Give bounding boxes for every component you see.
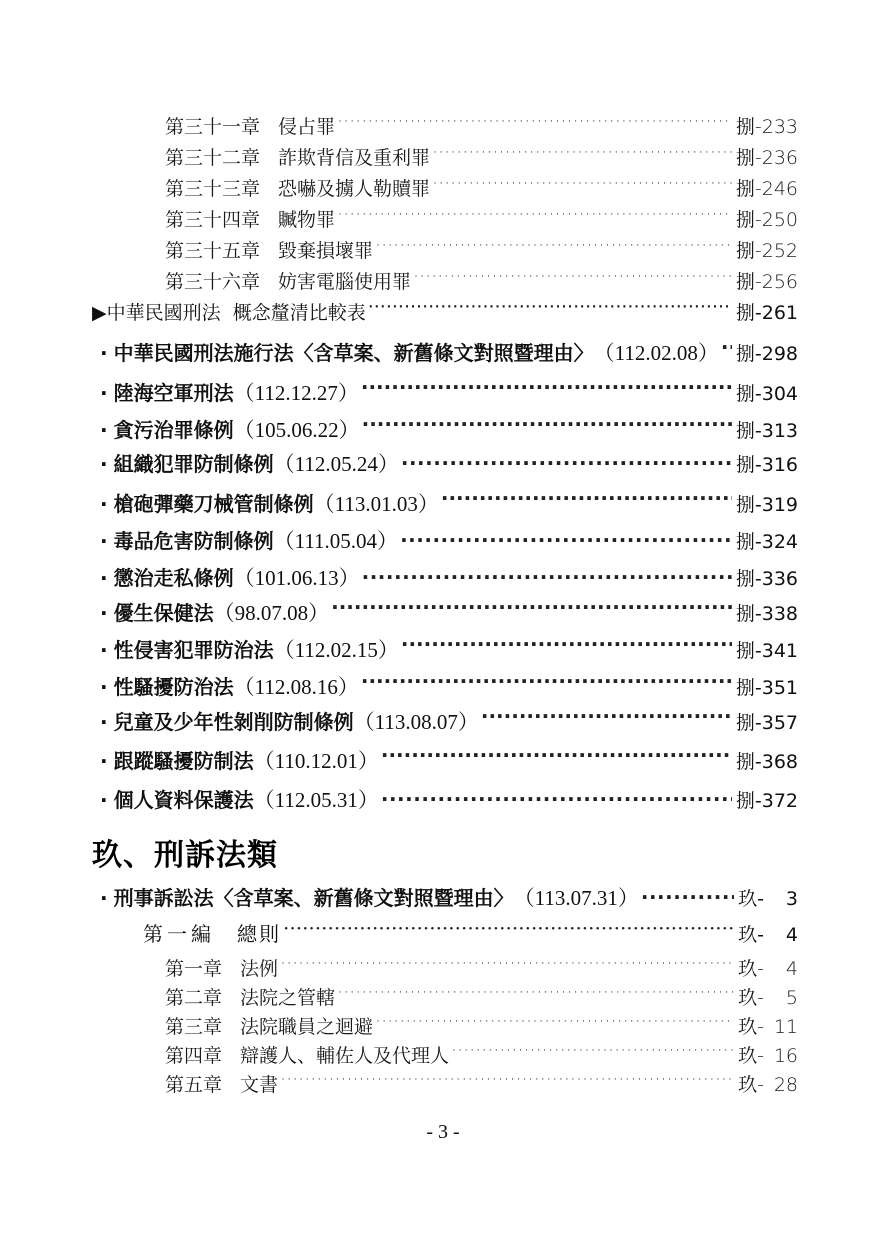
part-label: 第一編 — [143, 922, 215, 946]
dot-leader — [432, 172, 732, 195]
page-ref: 捌-351 — [735, 677, 798, 699]
law-date: （98.07.08） — [213, 601, 330, 625]
dot-leader — [481, 705, 732, 729]
law-name: 懲治走私條例 — [113, 566, 234, 590]
chapter-title: 辯護人、輔佐人及代理人 — [240, 1044, 450, 1067]
dot-leader — [381, 783, 732, 807]
toc-entry-chapter[interactable] — [0, 141, 886, 170]
toc-entry-law[interactable] — [0, 413, 886, 444]
page-ref: 玖- 16 — [738, 1044, 798, 1067]
page-ref: 捌-236 — [735, 146, 798, 169]
toc-entry-chapter[interactable] — [0, 1010, 886, 1039]
toc-entry-chapter[interactable] — [0, 1039, 886, 1068]
toc-entry-law[interactable] — [0, 524, 886, 555]
dot-leader — [283, 917, 734, 941]
toc-entry-law[interactable] — [0, 447, 886, 478]
triangle-marker-icon: ▶ — [92, 301, 107, 324]
chapter-label: 第三十一章 — [165, 115, 261, 138]
page-ref: 捌-368 — [735, 751, 798, 773]
law-name: 優生保健法 — [113, 601, 214, 625]
dot-leader — [441, 487, 732, 511]
chapter-title: 恐嚇及擄人勒贖罪 — [278, 177, 431, 200]
law-date: （113.08.07） — [353, 710, 479, 734]
toc-entry-law[interactable] — [0, 561, 886, 592]
dot-leader — [361, 670, 732, 694]
law-date: （105.06.22） — [233, 418, 360, 442]
toc-entry-chapter[interactable] — [0, 952, 886, 981]
dot-leader — [362, 561, 732, 585]
dot-leader — [381, 744, 732, 768]
chapter-title: 法院之管轄 — [240, 986, 336, 1009]
toc-entry-comparison-table[interactable] — [0, 296, 886, 325]
page-ref: 捌-336 — [735, 568, 798, 590]
dot-leader — [368, 296, 732, 319]
dot-leader — [331, 596, 732, 620]
page-ref: 玖- 11 — [738, 1015, 798, 1038]
bullet: · — [100, 675, 108, 699]
toc-entry-law[interactable] — [0, 633, 886, 664]
bullet: · — [100, 341, 108, 365]
toc-entry-law[interactable] — [0, 783, 886, 814]
chapter-label: 第一章 — [165, 957, 223, 980]
dot-leader — [451, 1039, 734, 1062]
law-date: （111.05.04） — [273, 529, 399, 553]
chapter-label: 第三十四章 — [165, 208, 261, 231]
law-date: （113.07.31） — [513, 886, 639, 910]
toc-entry-chapter[interactable] — [0, 203, 886, 232]
toc-entry-law[interactable] — [0, 881, 886, 912]
law-name: 兒童及少年性剝削防制條例 — [113, 710, 354, 734]
law-date: （112.08.16） — [233, 675, 359, 699]
page-ref: 捌-252 — [735, 239, 798, 262]
page-ref: 捌-250 — [735, 208, 798, 231]
part-title: 總則 — [237, 922, 281, 946]
page-ref: 捌-233 — [735, 115, 798, 138]
law-name: 貪污治罪條例 — [113, 418, 234, 442]
law-name: 陸海空軍刑法 — [113, 381, 234, 405]
dot-leader — [413, 265, 732, 288]
chapter-title: 毀棄損壞罪 — [278, 239, 374, 262]
bullet: · — [100, 638, 108, 662]
toc-entry-chapter[interactable] — [0, 234, 886, 263]
page-ref: 捌-261 — [735, 301, 798, 324]
chapter-title: 侵占罪 — [278, 115, 336, 138]
page-ref: 捌-316 — [735, 454, 798, 476]
law-name: 性侵害犯罪防治法 — [113, 638, 274, 662]
dot-leader — [362, 413, 732, 437]
law-date: （113.01.03） — [313, 492, 439, 516]
law-date: （112.05.24） — [273, 452, 399, 476]
chapter-title: 詐欺背信及重利罪 — [278, 146, 431, 169]
chapter-label: 第三十二章 — [165, 146, 261, 169]
section-heading: 玖、刑訴法類 — [92, 838, 278, 873]
bullet: · — [100, 418, 108, 442]
page-ref: 玖- 4 — [738, 957, 798, 980]
toc-entry-part[interactable] — [0, 917, 886, 947]
bullet: · — [100, 381, 108, 405]
page-ref: 捌-246 — [735, 177, 798, 200]
bullet: · — [100, 452, 108, 476]
toc-entry-law[interactable] — [0, 670, 886, 701]
bullet: · — [100, 492, 108, 516]
toc-entry-law[interactable] — [0, 487, 886, 518]
page-ref: 玖- 5 — [738, 986, 798, 1009]
page-ref: 捌-372 — [735, 790, 798, 812]
page-ref: 捌-319 — [735, 494, 798, 516]
dot-leader — [400, 524, 732, 548]
law-name: 組織犯罪防制條例 — [113, 452, 274, 476]
toc-entry-chapter[interactable] — [0, 110, 886, 139]
bullet: · — [100, 566, 108, 590]
page-ref: 捌-341 — [735, 640, 798, 662]
dot-leader — [337, 110, 732, 133]
chapter-title: 妨害電腦使用罪 — [278, 270, 412, 293]
chapter-label: 第二章 — [165, 986, 223, 1009]
page-ref: 捌-256 — [735, 270, 798, 293]
page-ref: 捌-313 — [735, 420, 798, 442]
toc-entry-chapter[interactable] — [0, 981, 886, 1010]
chapter-label: 第三十五章 — [165, 239, 261, 262]
law-name: 毒品危害防制條例 — [113, 529, 274, 553]
chapter-title: 法例 — [240, 957, 279, 980]
law-name: 個人資料保護法 — [113, 788, 254, 812]
page-ref: 玖- 4 — [738, 924, 798, 946]
law-date: （110.12.01） — [253, 749, 379, 773]
chapter-title: 贓物罪 — [278, 208, 336, 231]
page-ref: 捌-324 — [735, 531, 798, 553]
law-date: （112.05.31） — [253, 788, 379, 812]
page-ref: 玖- 3 — [738, 888, 798, 910]
dot-leader — [401, 633, 732, 657]
toc-entry-chapter[interactable] — [0, 265, 886, 294]
entry-title: 中華民國刑法 概念釐清比較表 — [106, 301, 366, 324]
dot-leader — [641, 881, 734, 905]
toc-entry-law[interactable] — [0, 596, 886, 627]
bullet: · — [100, 710, 108, 734]
law-name: 跟蹤騷擾防制法 — [113, 749, 254, 773]
law-date: （112.02.15） — [273, 638, 399, 662]
chapter-label: 第三章 — [165, 1015, 223, 1038]
bullet: · — [100, 749, 108, 773]
dot-leader — [337, 203, 732, 226]
bullet: · — [100, 529, 108, 553]
page-ref: 玖- 28 — [738, 1073, 798, 1096]
chapter-title: 法院職員之迴避 — [240, 1015, 374, 1038]
dot-leader — [280, 952, 734, 975]
dot-leader — [280, 1068, 734, 1091]
dot-leader — [337, 981, 734, 1004]
chapter-label: 第五章 — [165, 1073, 223, 1096]
law-date: （101.06.13） — [233, 566, 360, 590]
law-date: （112.12.27） — [233, 381, 359, 405]
toc-entry-law[interactable] — [0, 336, 886, 367]
chapter-label: 第三十六章 — [165, 270, 261, 293]
dot-leader — [432, 141, 732, 164]
chapter-label: 第四章 — [165, 1044, 223, 1067]
chapter-label: 第三十三章 — [165, 177, 261, 200]
bullet: · — [100, 601, 108, 625]
toc-entry-law[interactable] — [0, 376, 886, 407]
law-name: 槍砲彈藥刀械管制條例 — [113, 492, 314, 516]
page-ref: 捌-338 — [735, 603, 798, 625]
chapter-title: 文書 — [240, 1073, 279, 1096]
law-name: 性騷擾防治法 — [113, 675, 234, 699]
toc-entry-law[interactable] — [0, 705, 886, 736]
law-name: 刑事訴訟法〈含草案、新舊條文對照暨理由〉 — [113, 886, 514, 910]
toc-entry-chapter[interactable] — [0, 1068, 886, 1097]
page-number: - 3 - — [426, 1121, 460, 1143]
page-ref: 捌-357 — [735, 712, 798, 734]
page-ref: 捌-304 — [735, 383, 798, 405]
law-date: （112.02.08） — [593, 341, 719, 365]
toc-entry-chapter[interactable] — [0, 172, 886, 201]
dot-leader — [361, 376, 732, 400]
dot-leader — [721, 336, 732, 360]
page-ref: 捌-298 — [735, 343, 798, 365]
law-name: 中華民國刑法施行法〈含草案、新舊條文對照暨理由〉 — [113, 341, 594, 365]
bullet: · — [100, 788, 108, 812]
dot-leader — [375, 234, 732, 257]
toc-entry-law[interactable] — [0, 744, 886, 775]
dot-leader — [375, 1010, 734, 1033]
dot-leader — [401, 447, 732, 471]
bullet: · — [100, 886, 108, 910]
